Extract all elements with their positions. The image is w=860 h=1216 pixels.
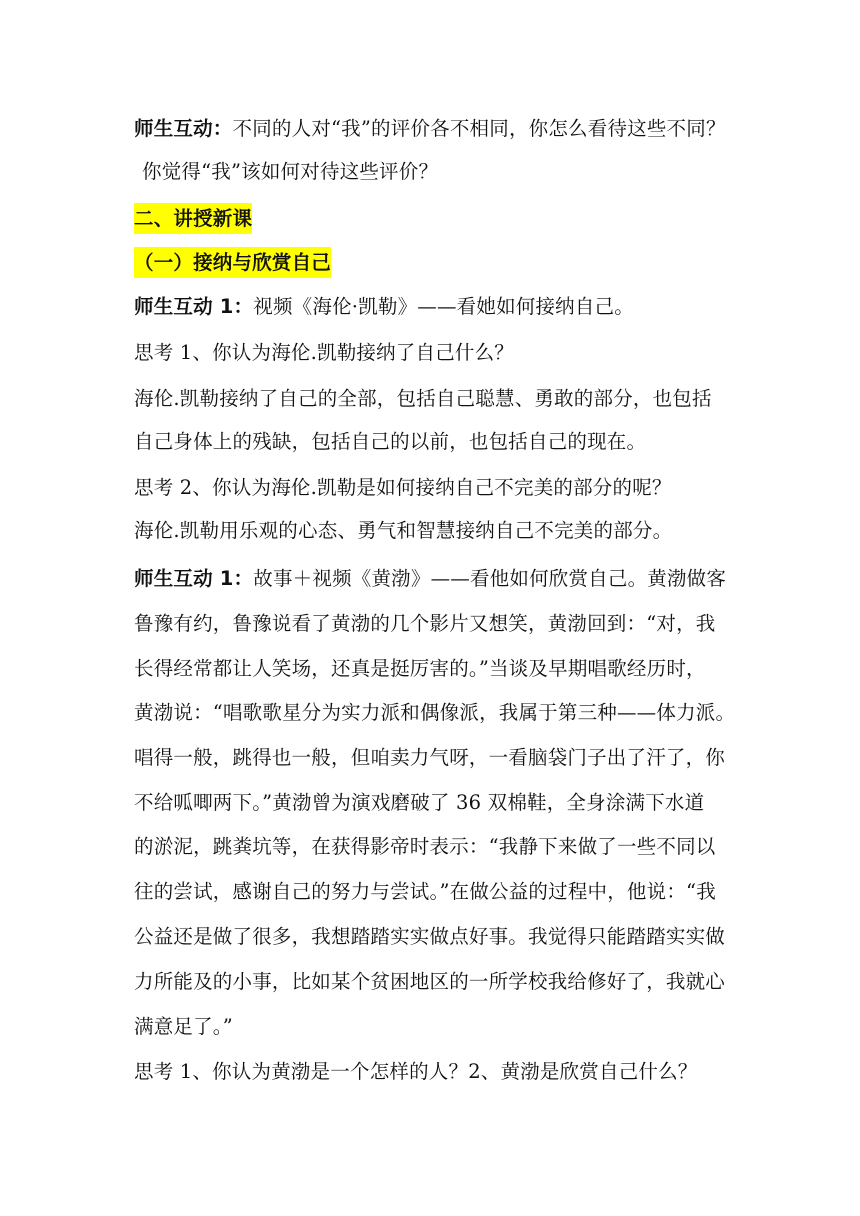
story-line: 鲁豫有约，鲁豫说看了黄渤的几个影片又想笑，黄渤回到：“对，我 <box>134 612 716 635</box>
story-line: 公益还是做了很多，我想踏踏实实做点好事。我觉得只能踏踏实实做 <box>134 925 726 948</box>
answer-1-line-1: 海伦.凯勒接纳了自己的全部，包括自己聪慧、勇敢的部分，也包括 <box>134 387 712 410</box>
paragraph-interaction-huangbo <box>134 564 734 594</box>
interaction-label: 师生互动 1： <box>134 567 254 590</box>
question-huangbo: 思考 1、你认为黄渤是一个怎样的人？2、黄渤是欣赏自己什么？ <box>134 1060 698 1083</box>
subsection-heading-text: （一）接纳与欣赏自己 <box>134 247 331 278</box>
answer-1-line-2: 自己身体上的残缺，包括自己的以前，也包括自己的现在。 <box>134 430 647 453</box>
subsection-heading <box>134 248 734 278</box>
interaction-label: 师生互动： <box>134 117 233 140</box>
question-1-helen: 思考 1、你认为海伦.凯勒接纳了自己什么？ <box>134 341 515 364</box>
section-heading-new-lesson <box>134 204 734 234</box>
paragraph-evaluation-question: 你觉得“我”该如何对待这些评价？ <box>142 160 439 183</box>
paragraph-teacher-student-interaction <box>134 114 734 144</box>
story-line: 满意足了。” <box>134 1015 233 1038</box>
story-line: 力所能及的小事，比如某个贫困地区的一所学校我给修好了，我就心 <box>134 970 726 993</box>
interaction-label: 师生互动 1： <box>134 295 254 318</box>
interaction-text: 视频《海伦·凯勒》——看她如何接纳自己。 <box>253 295 634 318</box>
story-line: 不给呱唧两下。”黄渤曾为演戏磨破了 36 双棉鞋，全身涂满下水道 <box>134 791 705 814</box>
question-2-helen: 思考 2、你认为海伦.凯勒是如何接纳自己不完美的部分的呢？ <box>134 476 672 499</box>
story-line: 长得经常都让人笑场，还真是挺厉害的。”当谈及早期唱歌经历时， <box>134 657 706 680</box>
section-heading-text: 二、讲授新课 <box>134 203 252 234</box>
paragraph-interaction-helen <box>134 292 734 322</box>
answer-2: 海伦.凯勒用乐观的心态、勇气和智慧接纳自己不完美的部分。 <box>134 519 673 542</box>
interaction-text: 故事＋视频《黄渤》——看他如何欣赏自己。黄渤做客 <box>253 567 727 590</box>
story-line: 唱得一般，跳得也一般，但咱卖力气呀，一看脑袋门子出了汗了，你 <box>134 746 726 769</box>
story-line: 往的尝试，感谢自己的努力与尝试。”在做公益的过程中，他说：“我 <box>134 880 716 903</box>
story-line: 的淤泥，跳粪坑等，在获得影帝时表示：“我静下来做了一些不同以 <box>134 835 716 858</box>
interaction-question: 不同的人对“我”的评价各不相同，你怎么看待这些不同？ <box>232 117 726 140</box>
story-line: 黄渤说：“唱歌歌星分为实力派和偶像派，我属于第三种——体力派。 <box>134 701 736 724</box>
